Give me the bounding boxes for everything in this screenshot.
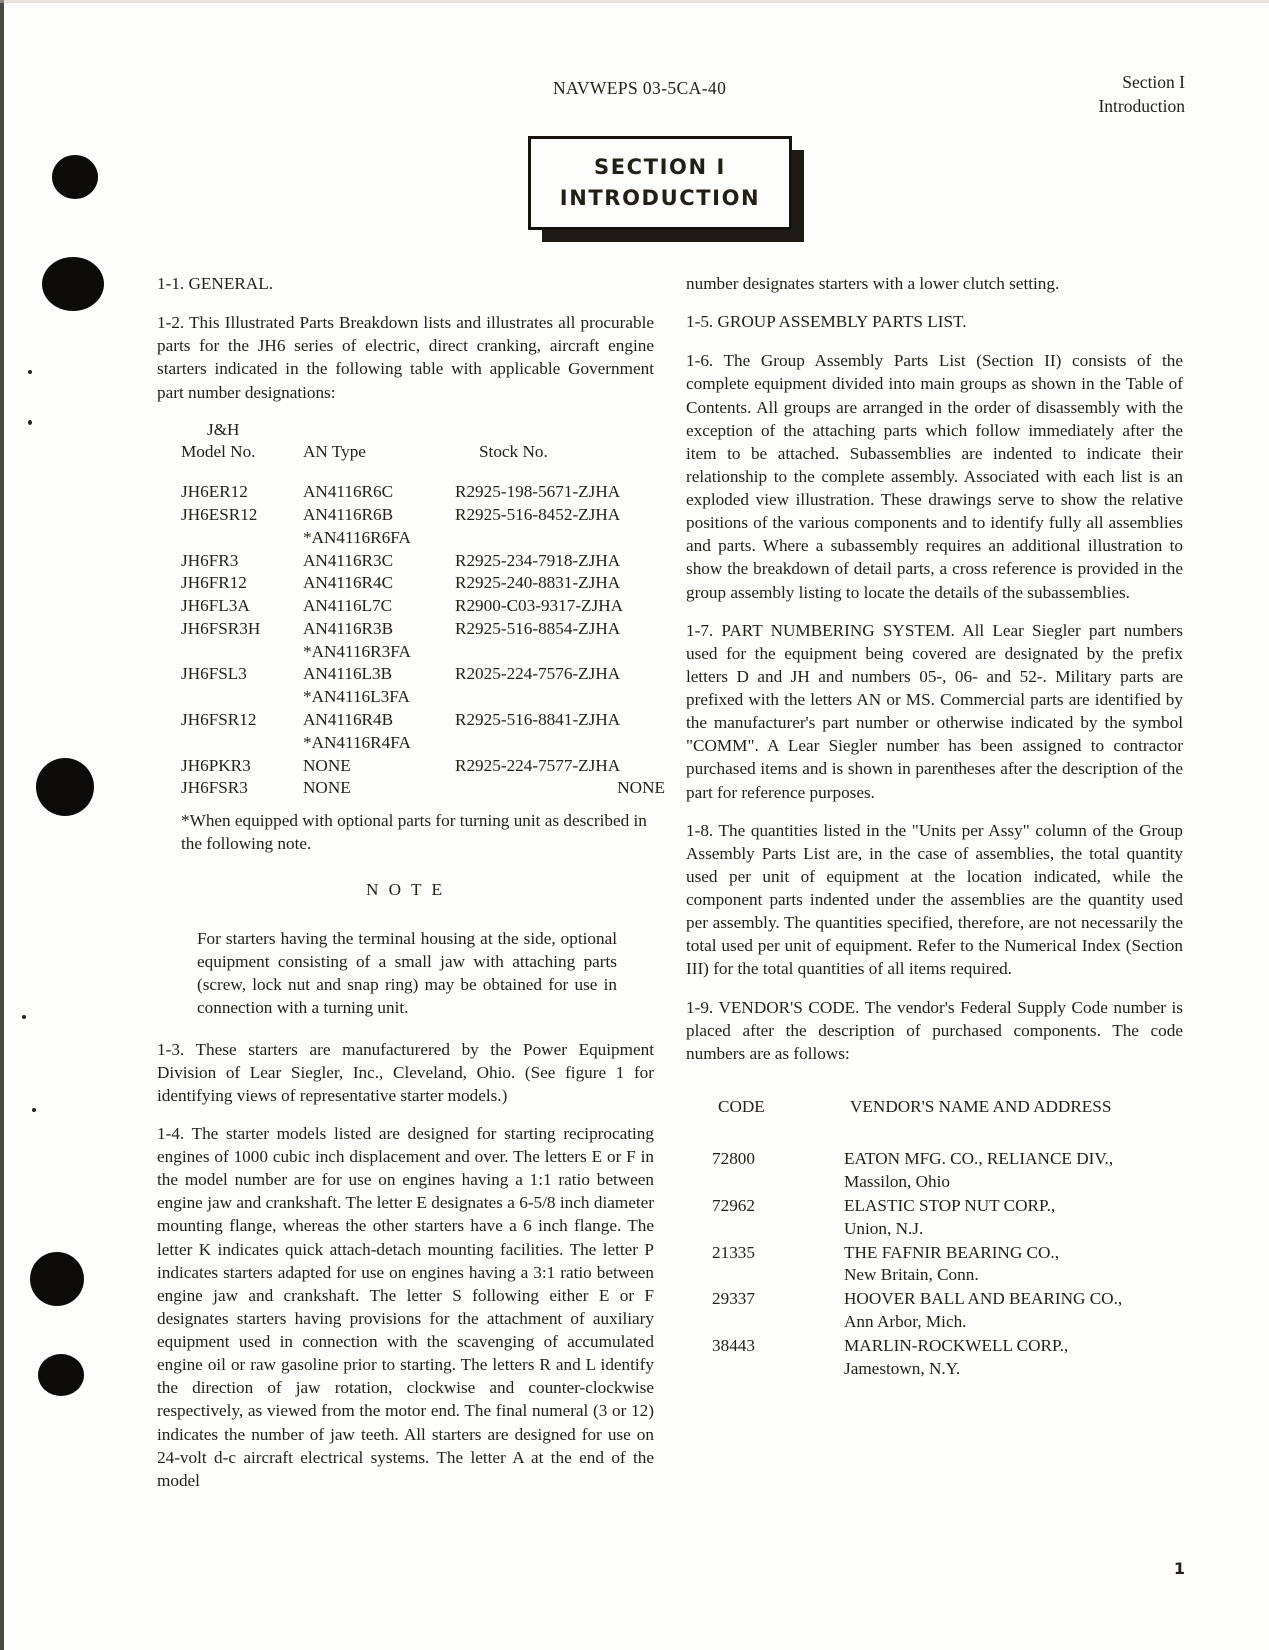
cell-stock-no: R2925-198-5671-ZJHA	[455, 482, 621, 502]
cell-model-no: JH6ER12	[181, 482, 248, 502]
paragraph-1-5-group-assembly-parts-list: 1-5. GROUP ASSEMBLY PARTS LIST.	[686, 312, 967, 332]
cell-stock-no: R2025-224-7576-ZJHA	[455, 664, 621, 684]
cell-an-type: NONE	[303, 755, 351, 775]
plaque-box	[528, 136, 792, 230]
scan-edge-left	[0, 0, 4, 1650]
header-model-no: Model No.	[181, 442, 256, 462]
model-table-row	[181, 550, 654, 573]
note-body-text: For starters having the terminal housing at the side, optional equipment consisting of a small jaw with attaching parts (screw, lock nut and snap ring) may be obtained for use in connection with a turning unit.	[197, 929, 617, 1018]
model-table-header-row-1	[181, 419, 654, 442]
model-table-header-row-2	[181, 441, 654, 464]
model-table-row	[181, 777, 665, 800]
model-table-row	[181, 686, 654, 709]
cell-model-no: JH6PKR3	[181, 755, 251, 775]
cell-vendor-address: Jamestown, N.Y.	[844, 1358, 961, 1378]
paragraph-1-4: 1-4. The starter models listed are designed for starting reciprocating engines of 1000 cubic inch displacement and over. The letters E or F in the model number are for use on engines having a 1:1 ratio between engine jaw and crankshaft. The letter E designates a 6-5/8 inch diameter mounting flange, whereas the other starters have a 6 inch flange. The letter K indicates quick attach-detach mounting facilities. The letter P indicates starters adapted for use on engines having a 3:1 ratio between engine jaw and crankshaft. The letter S following either E or F designates starters having provisions for the attachment of auxiliary equipment used in connection with the scavenging of accumulated engine oil or raw gasoline prior to starting. The letters R and L identify the direction of jaw rotation, clockwise and counter-clockwise respectively, as viewed from the motor end. The final numeral (3 or 12) indicates the number of jaw teeth. All starters are designed for use on 24-volt d-c aircraft electrical systems. The letter A at the end of the model	[157, 1123, 654, 1490]
cell-an-type: NONE	[303, 778, 351, 798]
vendor-header-name: VENDOR'S NAME AND ADDRESS	[850, 1096, 1112, 1116]
plaque-line-introduction: INTRODUCTION	[559, 186, 761, 210]
cell-stock-no: R2925-516-8841-ZJHA	[455, 710, 621, 729]
cell-stock-no: R2925-516-8854-ZJHA	[455, 618, 621, 638]
cell-vendor-address: Union, N.J.	[844, 1218, 924, 1238]
cell-an-type: AN4116L3B	[303, 664, 393, 684]
model-table-row	[181, 618, 654, 641]
cell-model-no: JH6FR12	[181, 573, 247, 593]
punch-hole-mark	[36, 758, 94, 816]
cell-vendor-code: 38443	[712, 1336, 755, 1355]
cell-model-no: JH6FSR3	[181, 778, 248, 798]
cell-vendor-code: 72962	[712, 1195, 755, 1215]
cell-stock-no: R2925-516-8452-ZJHA	[455, 504, 621, 524]
cell-vendor-name: ELASTIC STOP NUT CORP.,	[844, 1195, 1056, 1215]
cell-stock-no: R2925-240-8831-ZJHA	[455, 573, 621, 593]
cell-an-type: AN4116R6B	[303, 504, 394, 524]
model-table-body	[181, 481, 665, 800]
cell-vendor-address: Massilon, Ohio	[844, 1171, 950, 1191]
cell-vendor-code: 29337	[712, 1289, 755, 1309]
header-section-name: Section I	[1122, 72, 1185, 92]
cell-model-no: JH6FL3A	[181, 596, 250, 616]
header-jh-label: J&H	[207, 419, 240, 439]
cell-vendor-name: THE FAFNIR BEARING CO.,	[844, 1242, 1060, 1262]
cell-an-type: AN4116R6C	[303, 482, 394, 502]
left-column	[157, 272, 665, 1507]
vendor-code-table	[686, 1095, 1183, 1381]
cell-stock-no: R2925-234-7918-ZJHA	[455, 550, 621, 570]
vendor-table-body	[686, 1148, 1183, 1381]
paragraph-1-9-vendors-code: 1-9. VENDOR'S CODE. The vendor's Federal Supply Code number is placed after the description of purchased components. The code numbers are as follows:	[686, 997, 1183, 1063]
cell-vendor-name: EATON MFG. CO., RELIANCE DIV.,	[844, 1149, 1114, 1168]
model-table-row	[181, 527, 654, 550]
cell-stock-no: R2900-C03-9317-ZJHA	[455, 596, 624, 616]
cell-an-type: AN4116R3C	[303, 550, 394, 570]
cell-model-no: JH6FSR12	[181, 710, 257, 729]
vendor-table-row	[686, 1195, 1183, 1241]
cell-an-type: *AN4116R6FA	[303, 527, 411, 547]
model-table-row	[181, 709, 654, 732]
cell-vendor-code: 21335	[712, 1242, 755, 1262]
punch-hole-mark	[30, 1252, 84, 1306]
cell-an-type: *AN4116L3FA	[303, 687, 410, 707]
paragraph-1-2: 1-2. This Illustrated Parts Breakdown lists and illustrates all procurable parts for the JH6 series of electric, direct cranking, aircraft engine starters indicated in the following table with applicable Government part number designations:	[157, 313, 654, 402]
vendor-table-row	[686, 1335, 1183, 1381]
vendor-table-row	[686, 1288, 1183, 1334]
scan-speck	[28, 420, 32, 425]
vendor-table-row	[686, 1148, 1183, 1194]
cell-stock-no: R2925-224-7577-ZJHA	[455, 755, 621, 775]
cell-model-no: JH6FSL3	[181, 664, 247, 684]
right-column	[686, 272, 1183, 1382]
model-table-row	[181, 504, 654, 527]
model-table-row	[181, 755, 654, 778]
punch-hole-mark	[52, 155, 98, 199]
vendor-table-header	[686, 1095, 1183, 1118]
cell-an-type: AN4116R4C	[303, 573, 394, 593]
model-table-row	[181, 641, 654, 664]
model-table-row	[181, 595, 654, 618]
model-table-row	[181, 481, 654, 504]
document-number: NAVWEPS 03-5CA-40	[553, 78, 727, 98]
cell-vendor-address: New Britain, Conn.	[844, 1265, 979, 1285]
model-table-row	[181, 663, 654, 686]
cell-an-type: AN4116R3B	[303, 618, 394, 638]
starter-model-table	[181, 419, 665, 801]
cell-an-type: AN4116R4B	[303, 710, 394, 729]
scan-edge-top	[0, 0, 1269, 3]
scan-speck	[22, 1015, 26, 1019]
cell-an-type: *AN4116R3FA	[303, 641, 411, 661]
header-section-label	[1098, 70, 1185, 118]
paragraph-1-3: 1-3. These starters are manufacturered by the Power Equipment Division of Lear Siegler, Inc., Cleveland, Ohio. (See figure 1 for identifying views of representative starter models.)	[157, 1039, 654, 1105]
paragraph-1-6: 1-6. The Group Assembly Parts List (Section II) consists of the complete equipment divided into main groups as shown in the Table of Contents. All groups are arranged in the order of disassembly with the exception of the attaching parts which follow immediately after the item to be attached. Subassemblies are indented to indicate their relationship to the complete assembly. Associated with each list is an exploded view illustration. These drawings serve to show the relative positions of the various components and to identify fully all assemblies and parts. Where a subassembly requires an additional illustration to show the breakdown of detail parts, a cross reference is provided in the group assembly listing to locate the details of the subassemblies.	[686, 351, 1183, 602]
plaque-line-section: SECTION I	[594, 154, 726, 179]
model-table-row	[181, 572, 654, 595]
header-an-type: AN Type	[303, 442, 366, 462]
header-stock-no: Stock No.	[479, 442, 548, 462]
cell-an-type: AN4116L7C	[303, 596, 393, 616]
cell-vendor-name: MARLIN-ROCKWELL CORP.,	[844, 1336, 1069, 1355]
punch-hole-mark	[42, 257, 104, 311]
table-footnote: *When equipped with optional parts for turning unit as described in the following note.	[181, 811, 647, 853]
paragraph-1-8: 1-8. The quantities listed in the "Units per Assy" column of the Group Assembly Parts List are, in the case of assemblies, the total quantity used per unit of equipment at the location indicated, while the component parts indented under the assemblies are the quantity used per assembly. The quantities specified, therefore, are not necessarily the total used per unit of equipment. Refer to the Numerical Index (Section III) for the total quantities of all items required.	[686, 820, 1183, 979]
scan-speck	[28, 370, 32, 374]
scan-speck	[32, 1108, 36, 1112]
punch-hole-mark	[38, 1354, 84, 1396]
cell-model-no: JH6FR3	[181, 550, 239, 570]
cell-vendor-code: 72800	[712, 1149, 755, 1168]
header-section-subtitle: Introduction	[1098, 96, 1185, 117]
cell-stock-no: NONE	[617, 778, 665, 798]
page-number: 1	[1173, 1559, 1185, 1578]
paragraph-1-1-general: 1-1. GENERAL.	[157, 274, 273, 293]
model-table-header	[181, 419, 654, 465]
cell-vendor-name: HOOVER BALL AND BEARING CO.,	[844, 1289, 1123, 1309]
model-table-row	[181, 732, 654, 755]
paragraph-1-7-part-numbering-system: 1-7. PART NUMBERING SYSTEM. All Lear Siegler part numbers used for the equipment being covered are designated by the prefix letters D and JH and numbers 05-, 06- and 52-. Military parts are prefixed with the letters AN or MS. Commercial parts are identified by the manufacturer's part number or otherwise indicated by the symbol "COMM". A Lear Siegler number has been assigned to contractor purchased items and is shown in parentheses after the description of the part for reference purposes.	[686, 620, 1183, 802]
paragraph-1-4-continued: number designates starters with a lower clutch setting.	[686, 274, 1060, 293]
cell-vendor-address: Ann Arbor, Mich.	[844, 1312, 967, 1332]
cell-model-no: JH6FSR3H	[181, 618, 261, 638]
cell-model-no: JH6ESR12	[181, 504, 258, 524]
section-title-plaque	[528, 136, 804, 242]
note-heading: N O T E	[365, 879, 446, 899]
vendor-table-row	[686, 1242, 1183, 1288]
cell-an-type: *AN4116R4FA	[303, 732, 411, 752]
vendor-header-code: CODE	[718, 1096, 765, 1116]
